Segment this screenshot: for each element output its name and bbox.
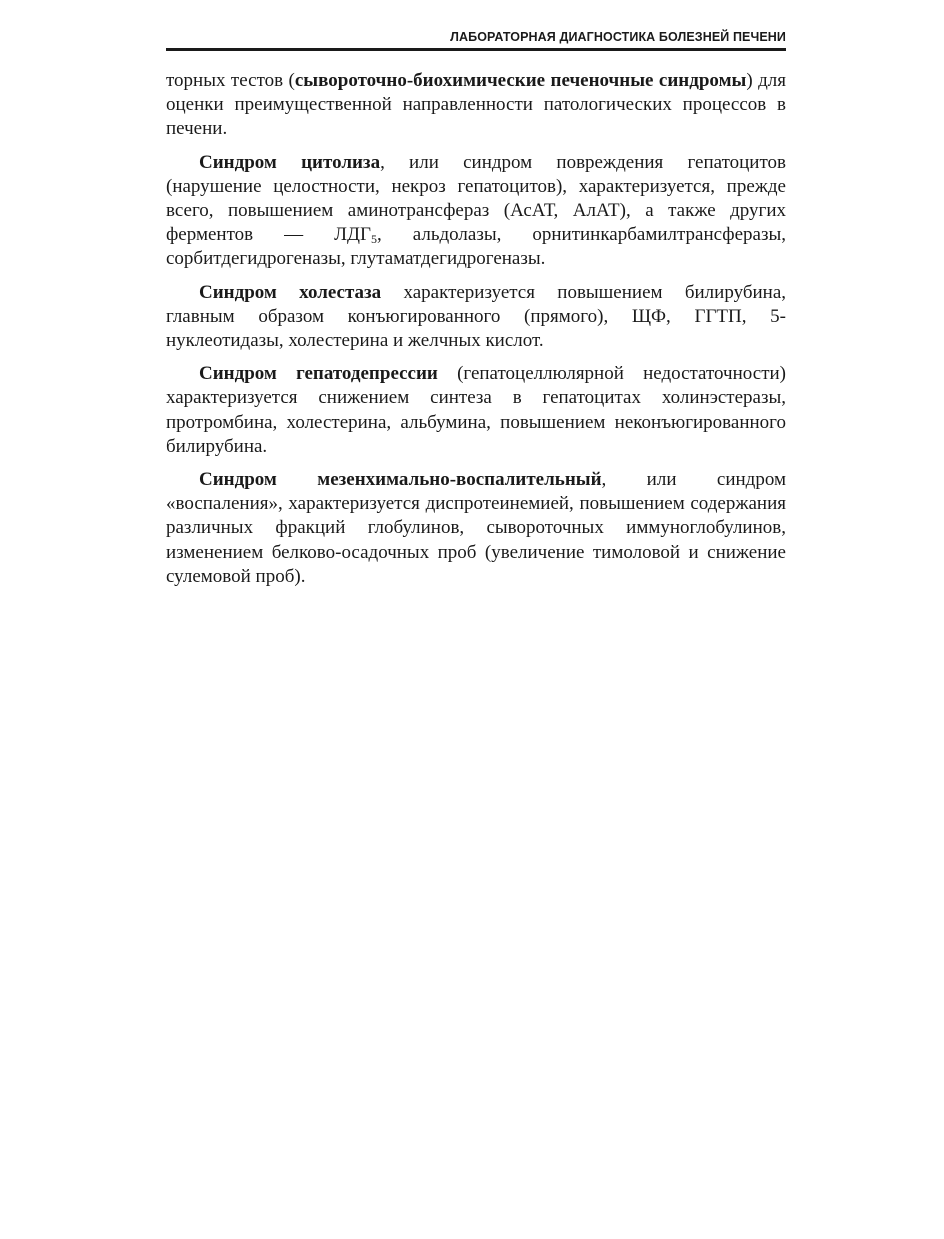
term-cholestasis: Синдром холестаза (199, 281, 382, 303)
body-text (166, 69, 786, 589)
subscript-ldh: 5 (370, 232, 377, 247)
paragraph-intro-post: ) для оценки преимущественной направленности патологических процессов в печени. (166, 70, 786, 140)
term-hepatodepression: Синдром гепатодепрессии (199, 363, 438, 385)
paragraph-mesenchymal (166, 468, 786, 589)
paragraph-hepatodepression (166, 362, 786, 459)
term-mesenchymal-inflammatory: Синдром мезенхимально-воспалительный (199, 469, 602, 491)
paragraph-mesenchymal-text: , или синдром «воспаления», характеризуется диспротеинемией, повышением содержания различных фракций глобулинов, сывороточных иммуноглобулинов, изменением белково-осадочных проб (увеличение тимоловой и снижение сулемовой проб). (166, 469, 786, 587)
book-page (166, 30, 786, 598)
running-head: ЛАБОРАТОРНАЯ ДИАГНОСТИКА БОЛЕЗНЕЙ ПЕЧЕНИ (166, 30, 786, 51)
paragraph-cholestasis (166, 281, 786, 354)
paragraph-intro-pre: торных тестов ( (166, 70, 295, 91)
paragraph-hepatodepression-text: (гепатоцеллюлярной недостаточности) характеризуется снижением синтеза в гепатоцитах холинэстеразы, протромбина, холестерина, альбумина, повышением неконъюгированного билирубина. (166, 363, 786, 457)
paragraph-cytolysis (166, 151, 786, 272)
term-cytolysis: Синдром цитолиза (199, 151, 381, 173)
term-serum-syndromes: сывороточно-биохимические печеночные синдромы (294, 70, 747, 91)
paragraph-cytolysis-text-b: , альдолазы, орнитинкарбамилтрансферазы, сорбитдегидрогеназы, глутаматдегидрогеназы. (166, 224, 786, 270)
paragraph-intro (166, 69, 786, 142)
paragraph-cholestasis-text: характеризуется повышением билирубина, главным образом конъюгированного (прямого), ЩФ, ГГТП, 5-нуклеотидазы, холестерина и желчных кислот. (166, 281, 787, 352)
paragraph-cytolysis-text-a: , или синдром повреждения гепатоцитов (нарушение целостности, некроз гепатоцитов), характеризуется, прежде всего, повышением аминотрансфераз (АсАТ, АлАТ), а также других ферментов — ЛДГ (166, 151, 787, 246)
